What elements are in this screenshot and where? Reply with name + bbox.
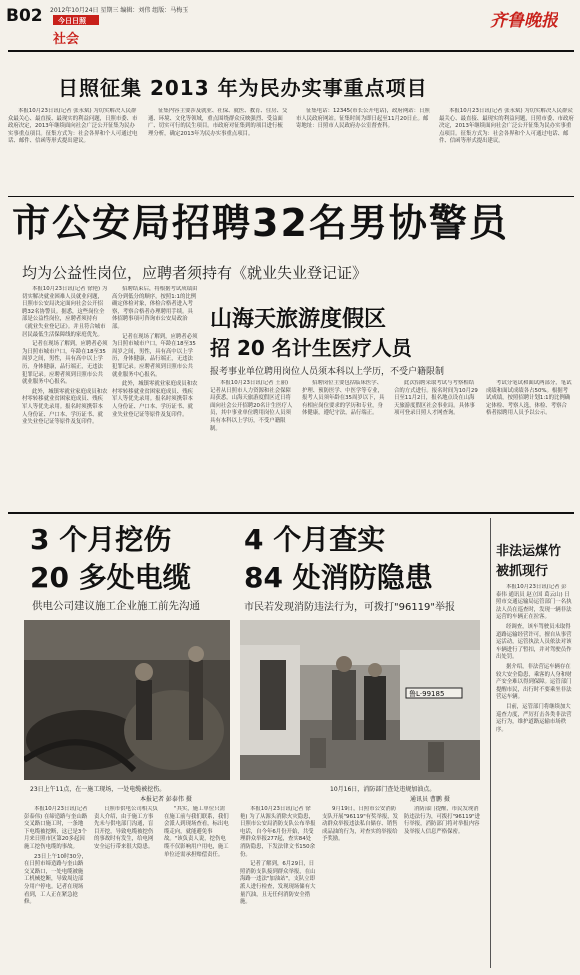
fire-inspection-photo	[240, 620, 480, 780]
story4-headline-line1: 3 个月挖伤	[30, 523, 172, 556]
story4-subheadline: 供电公司建议施工企业施工前先沟通	[32, 600, 200, 612]
paragraph: "其实，施工单位只需在施工前与我们联系，我们会派人到现场查看，标出电缆走向，就能避免事故。"该负责人说，挖伤电缆不仅影响用户用电，施工单位还需承担赔偿责任。	[164, 806, 229, 858]
story2-body	[22, 286, 198, 508]
paragraph: 记者了解到，6月29日，日照消防支队接到群众举报，在山海路一违法"加油站"，支队立即派人进行检查，发现现场储有大量汽油，且无任何消防安全措施。	[240, 861, 316, 906]
license-plate: 鲁L·99185	[409, 690, 445, 698]
story5-col-2	[322, 806, 398, 970]
paragraph: 本报10月23日讯(记者 彭泰伟 通讯员 赵立国 葛云山) 日照市交通运输局运管部门一名执法人员在巡查时，发现一辆非法运营的车辆正在拉客。	[496, 584, 572, 621]
story4-headline-line2: 20 多处电缆	[30, 561, 191, 594]
cable-workers-photo	[24, 620, 230, 780]
story4-body	[24, 806, 230, 970]
story4-col-2	[94, 806, 158, 970]
paragraph: 本报10月23日讯(记者 张永斌) 为切实解决人民群众最关心、最直接、最现实的利益问题，日照市委、市政府决定，2013年继续面向社会广泛公开征集为民办实事重点项目。征集方式为：社会各界和个人可通过电话、邮件、信函等形式提出建议。	[8, 108, 138, 145]
paragraph: 本报10月23日讯(记者 张永斌) 为切实解决人民群众最关心、最直接、最现实的利益问题，日照市委、市政府决定，2013年继续面向社会广泛公开征集为民办实事重点项目。征集方式为：社会各界和个人可通过电话、邮件、信函等形式提出建议。	[439, 108, 574, 145]
story2-col-2	[112, 286, 198, 508]
section-tag: 今日日照	[58, 17, 86, 25]
page-code: B02	[6, 6, 43, 26]
column-divider	[490, 518, 491, 968]
story2-subheadline: 均为公益性岗位，应聘者须持有《就业失业登记证》	[22, 264, 368, 282]
paragraph: 目前，运管部门将继续加大巡查力度，严厉打击各类非法营运行为，维护道路运输市场秩序。	[496, 703, 572, 733]
story6-body	[496, 584, 572, 970]
story1-col-2	[148, 108, 288, 192]
paragraph: 征集电话：12345(市长公开电话)，政府网站：日照市人民政府网站。征集时间为即日起至11月20日止。邮寄地址：日照市人民政府办公室督查科。	[296, 108, 430, 130]
paragraph: 此次招聘采取考试与考察相结合的方式进行。报名时间为10月29日至11月2日，报名地点设在山海天旅游度假区社会事业局。具体事项可登录日照人才网查询。	[394, 380, 478, 417]
story5-body	[240, 806, 484, 970]
story3-col-3	[394, 380, 479, 508]
story5-headline-line1: 4 个月查实	[244, 523, 386, 556]
paragraph: 本报10月23日讯(记者 徐艳) 为了从源头消除火灾隐患，日照市公安局消防支队公布举报电话，自今年6月份开始，共受理群众举报277起，查实84处消防隐患，下发法律文书150余份。	[240, 806, 316, 858]
story1-col-4	[439, 108, 574, 192]
paragraph: 本报10月23日讯(记者 王丽) 记者从日照市人力资源和社会保障局获悉，山海天旅游度假区近日将面向社会公开招聘20名计生医疗人员，其中事业单位聘用岗位人员须具有本科以上学历，不受户籍限制。	[210, 380, 293, 432]
paragraph: 消防部门提醒，市民发现消防违法行为，可拨打"96119"进行举报，消防部门将对举报内容及举报人信息严格保密。	[404, 806, 481, 835]
story3-body	[210, 380, 574, 508]
story3-headline-line1: 山海天旅游度假区	[210, 307, 387, 332]
divider	[8, 196, 574, 197]
story4-photo-caption: 23日上午11点，在一施工现场，一处电缆被挖伤。	[30, 786, 166, 793]
story4-photo-credit: 本报记者 彭泰伟 摄	[140, 796, 192, 803]
story3-col-2	[302, 380, 387, 508]
story3-col-4	[486, 380, 572, 508]
story5-photo	[240, 620, 480, 780]
section-name: 社会	[53, 32, 80, 47]
story4-col-1	[24, 806, 88, 970]
paragraph: 此外，城镇零就业家庭成员和农村零转移就业贫困家庭成员、残疾军人等优先录用。报名时须携带本人身份证、户口本、学历证书、就业失业登记证等原件及复印件。	[112, 381, 198, 418]
story3-headline-line2: 招 20 名计生医疗人员	[210, 336, 412, 360]
paragraph: 招聘岗位主要包括临床医学、护理、预防医学、中医学等专业，报考人员须年龄在35周岁以下，具有相应岗位要求的学历和专业，身体健康，遵纪守法，品行端正。	[302, 380, 385, 417]
story2-col-1	[22, 286, 108, 508]
story4-col-3	[164, 806, 230, 970]
story5-subheadline: 市民若发现消防违法行为，可拨打"96119"举报	[244, 602, 456, 613]
masthead	[0, 0, 580, 50]
section-tag-box	[53, 15, 99, 25]
story6-headline-line1: 非法运煤竹	[496, 544, 562, 559]
paragraph: 本报10月23日讯(记者 彭泰伟) 在缔造路与奎山路交叉路口施工时，一条地下电缆被挖断，这已是3个月来日照市区第20多起因施工挖伤电缆的事故。	[24, 806, 88, 850]
paragraph: 经调查，该车驾驶员未取得道路运输经营许可，擅自从事营运活动，运管执法人员依法对该车辆进行了暂扣，并对驾驶员作出处罚。	[496, 623, 572, 661]
paragraph: 记者在现场了解到，应聘者必须为日照市城市户口，年龄在18至35周岁之间，男性，具有高中以上学历，身体健康，品行端正，无违法犯罪记录。应聘者须到日照市公共就业服务中心报名。	[112, 333, 198, 378]
paragraph: 23日上午10时30分，在日照市缔造路与奎山路交叉路口，一处电缆被施工机械挖断，导致周边部分用户停电。记者在现场看到，工人正在紧急抢修。	[24, 853, 87, 906]
story3-col-1	[210, 380, 295, 508]
paragraph: 日照市供电公司相关负责人介绍，由于施工方事先未与供电部门沟通，盲目开挖，导致电缆被挖伤的事故时有发生，给电网安全运行带来很大隐患。	[94, 806, 158, 850]
divider	[8, 512, 574, 514]
paper-logo: 齐鲁晚报	[490, 11, 558, 31]
story5-photo-credit: 通讯员 曹鹏 摄	[410, 796, 450, 803]
paragraph: 招聘结束后，将根据考试成绩由高分到低分的顺序，按照1:1的比例确定体检对象，体检合格者进入考察，考察合格者办理聘用手续。具体招聘事项可咨询市公安局政治部。	[112, 286, 198, 330]
date-line: 2012年10月24日 星期三 编辑：刘伟 组版：马梅玉	[50, 7, 189, 14]
masthead-rule	[8, 50, 574, 52]
paragraph: 本报10月23日讯(记者 徐艳) 为切实解决就业困难人员就业问题，日照市公安局决定面向社会公开招聘32名协警员。据悉，这些岗位全部是公益性岗位，应聘者须持有《就业失业登记证》。并且符合城市居民最低生活保障线的家庭优先。	[22, 286, 108, 338]
story1-body	[8, 108, 574, 192]
story2-headline: 市公安局招聘32名男协警员	[12, 201, 509, 245]
story3-subheadline: 报考事业单位聘用岗位人员须本科以上学历，不受户籍限制	[210, 367, 445, 377]
story5-col-1	[240, 806, 316, 970]
story5-headline-line2: 84 处消防隐患	[244, 561, 433, 594]
story6-headline-line2: 被抓现行	[496, 564, 549, 579]
paragraph: 征集内容主要涉及就业、社保、就医、教育、住房、交通、环境、文化等领域，重点围绕群众反映强烈、受益面广、切实可行的民生项目。市政府对征集到的项目进行梳理分析，确定2013年为民办实事重点项目。	[148, 108, 288, 137]
story1-headline: 日照征集 2013 年为民办实事重点项目	[58, 76, 428, 100]
story4-photo	[24, 620, 230, 780]
story5-col-3	[404, 806, 482, 970]
story5-photo-caption: 10月16日，消防部门查处违规加油点。	[330, 786, 436, 793]
paragraph: 据介绍，非法营运车辆存在较大安全隐患，乘客的人身和财产安全难以得到保障。运管部门提醒市民，出行时不要乘坐非法营运车辆。	[496, 663, 572, 701]
story1-col-3	[296, 108, 431, 192]
paragraph: 9月19日，日照市公安消防支队开展"96119"有奖举报，发动群众举报违法私自储存、销售成品油的行为，对查实的举报给予奖励。	[322, 806, 398, 843]
paragraph: 考试分笔试和面试两部分，笔试成绩和面试成绩各占50%。根据考试成绩，按照招聘计划1:1的比例确定体检、考察人选，体检、考察合格者拟聘用人员予以公示。	[486, 380, 572, 417]
story1-col-1	[8, 108, 140, 192]
paragraph: 此外，城镇零就业家庭成员和农村零转移就业贫困家庭成员、残疾军人等优先录用。报名时须携带本人身份证、户口本、学历证书、就业失业登记证等原件及复印件。	[22, 388, 108, 426]
paragraph: 记者在现场了解到，应聘者必须为日照市城市户口，年龄在18至35周岁之间，男性，具有高中以上学历，身体健康，品行端正，无违法犯罪记录。应聘者须到日照市公共就业服务中心报名。	[22, 341, 108, 386]
